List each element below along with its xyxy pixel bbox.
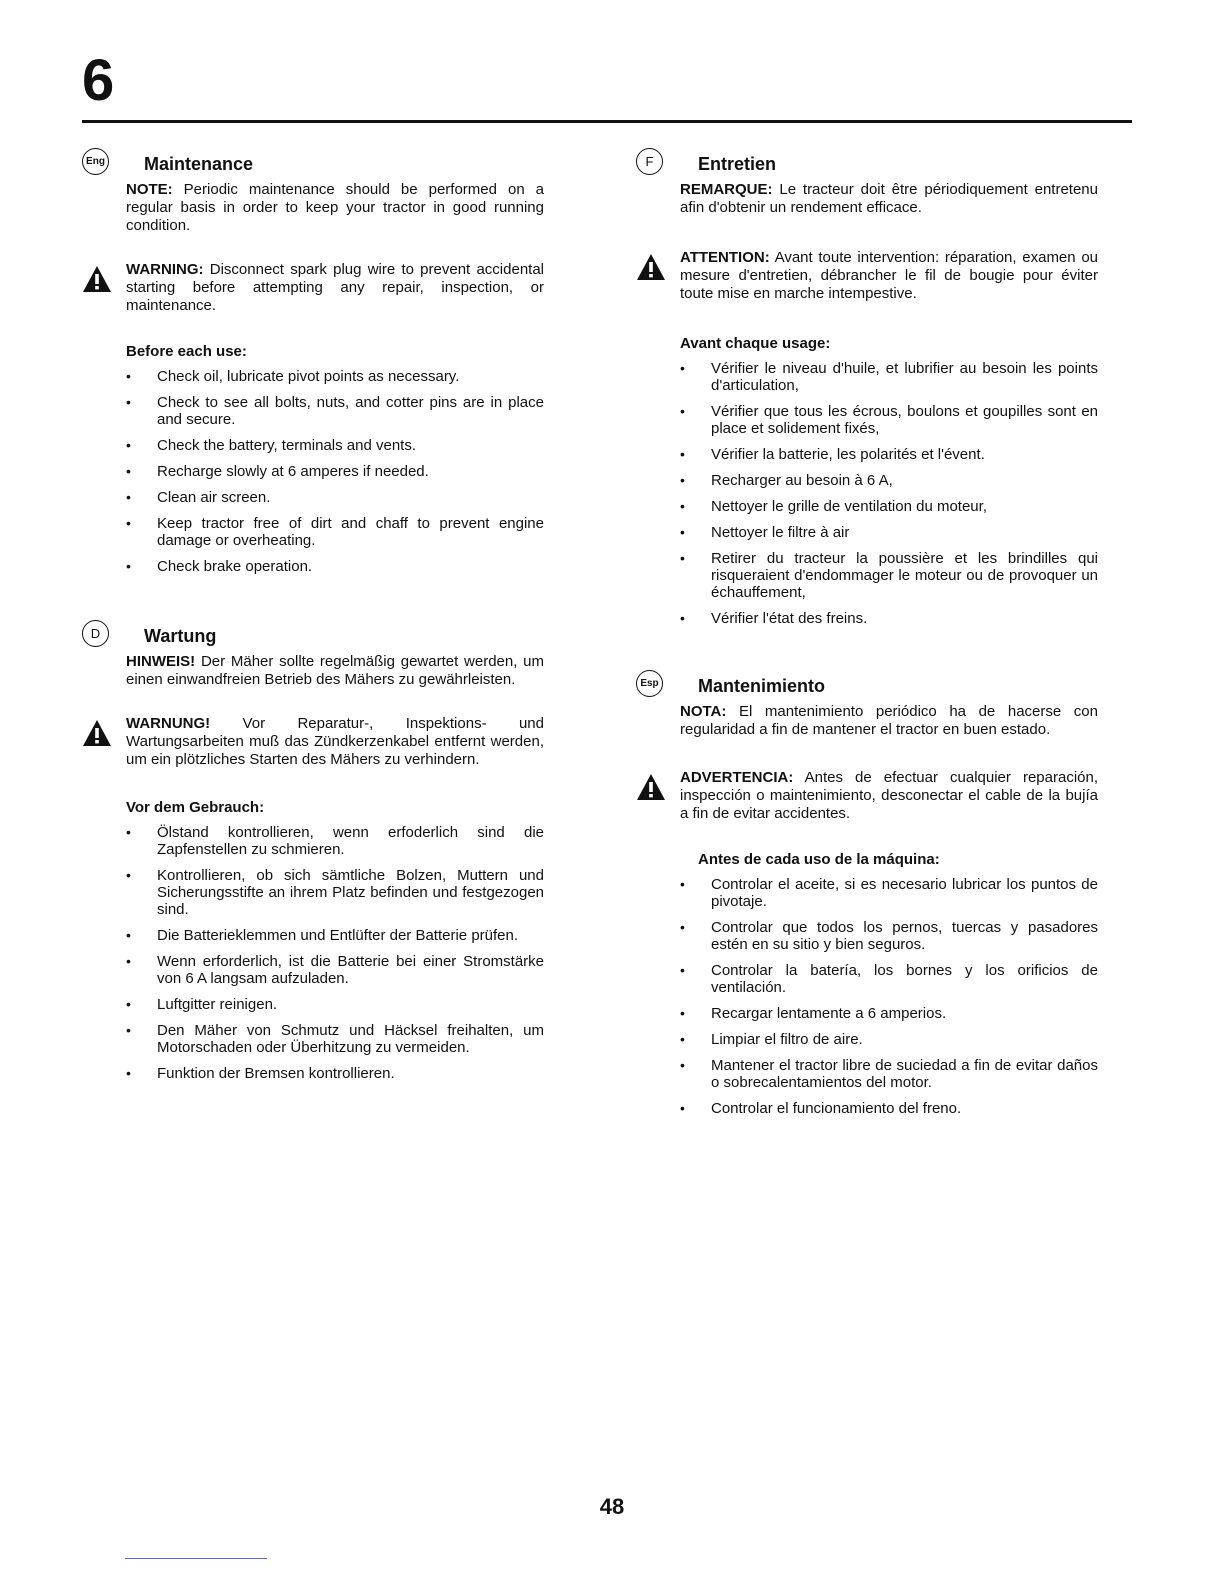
subhead-german: Vor dem Gebrauch: — [126, 799, 265, 816]
warning-icon — [636, 773, 666, 801]
warning-german: WARNUNG! Vor Reparatur-, Inspektions- und Wartungsarbeiten muß das Zündkerzenkabel entfernt werden, um ein plötzliches Starten des Mähers zu verhindern. — [126, 715, 544, 769]
note-french: REMARQUE: Le tracteur doit être périodiquement entretenu afin d'obtenir un rendement efficace. — [680, 181, 1098, 216]
note-spanish: NOTA: El mantenimiento periódico ha de hacerse con regularidad a fin de mantener el tractor en buen estado. — [680, 703, 1098, 738]
warning-icon — [82, 719, 112, 747]
page-number: 48 — [599, 1494, 625, 1519]
warning-spanish: ADVERTENCIA: Antes de efectuar cualquier reparación, inspección o maintenimiento, desconectar el cable de la bujía a fin de evitar accidentes. — [680, 769, 1098, 823]
subhead-spanish: Antes de cada uso de la máquina: — [698, 851, 940, 868]
warning-french: ATTENTION: Avant toute intervention: réparation, examen ou mesure d'entretien, débrancher le fil de bougie pour éviter toute mise en marche intempestive. — [680, 249, 1098, 303]
list-item: • Den Mäher von Schmutz und Häcksel freihalten, um Motorschaden oder Überhitzung zu vermeiden. — [126, 1022, 544, 1056]
section-spanish — [636, 670, 1098, 1117]
footer-line — [125, 1558, 267, 1559]
list-item: • Check the battery, terminals and vents. — [126, 437, 544, 454]
list-item: • Vérifier l'état des freins. — [680, 610, 1098, 627]
warning-icon — [82, 265, 112, 293]
section-title-german: Wartung — [144, 626, 217, 646]
list-item: • Luftgitter reinigen. — [126, 996, 544, 1013]
subhead-english: Before each use: — [126, 343, 247, 360]
list-item: • Vérifier que tous les écrous, boulons et goupilles sont en place et solidement fixés, — [680, 403, 1098, 437]
list-item: • Die Batterieklemmen und Entlüfter der Batterie prüfen. — [126, 927, 544, 944]
list-item: • Limpiar el filtro de aire. — [680, 1031, 1098, 1048]
section-title-french: Entretien — [698, 154, 777, 174]
list-item: • Retirer du tracteur la poussière et les brindilles qui risqueraient d'endommager le moteur ou de provoquer un échauffement, — [680, 550, 1098, 601]
subhead-french: Avant chaque usage: — [680, 335, 831, 352]
list-item: • Funktion der Bremsen kontrollieren. — [126, 1065, 544, 1082]
checklist-english — [126, 368, 544, 575]
list-item: • Wenn erforderlich, ist die Batterie bei einer Stromstärke von 6 A langsam aufzuladen. — [126, 953, 544, 987]
list-item: • Controlar que todos los pernos, tuercas y pasadores estén en su sitio y bien seguros. — [680, 919, 1098, 953]
list-item: • Vérifier la batterie, les polarités et l'évent. — [680, 446, 1098, 463]
list-item: • Keep tractor free of dirt and chaff to prevent engine damage or overheating. — [126, 515, 544, 549]
list-item: • Controlar el funcionamiento del freno. — [680, 1100, 1098, 1117]
list-item: • Kontrollieren, ob sich sämtliche Bolzen, Muttern und Sicherungsstifte an ihrem Platz befinden und festgezogen sind. — [126, 867, 544, 918]
section-german — [82, 620, 544, 1082]
header-rule — [82, 120, 1132, 123]
language-badge-french: F — [636, 148, 663, 175]
language-badge-german: D — [82, 620, 109, 647]
checklist-german — [126, 824, 544, 1082]
list-item: • Mantener el tractor libre de suciedad a fin de evitar daños o sobrecalentamientos del motor. — [680, 1057, 1098, 1091]
note-german: HINWEIS! Der Mäher sollte regelmäßig gewartet werden, um einen einwandfreien Betrieb des Mähers zu gewährleisten. — [126, 653, 544, 688]
warning-english: WARNING: Disconnect spark plug wire to prevent accidental starting before attempting any repair, inspection, or maintenance. — [126, 261, 544, 315]
checklist-french — [680, 360, 1098, 627]
section-french — [636, 148, 1098, 627]
list-item: • Recharger au besoin à 6 A, — [680, 472, 1098, 489]
list-item: • Controlar la batería, los bornes y los orificios de ventilación. — [680, 962, 1098, 996]
list-item: • Controlar el aceite, si es necesario lubricar los puntos de pivotaje. — [680, 876, 1098, 910]
note-english: NOTE: Periodic maintenance should be performed on a regular basis in order to keep your tractor in good running condition. — [126, 181, 544, 234]
list-item: • Vérifier le niveau d'huile, et lubrifier au besoin les points d'articulation, — [680, 360, 1098, 394]
list-item: • Clean air screen. — [126, 489, 544, 506]
right-column — [636, 148, 1098, 1126]
list-item: • Check to see all bolts, nuts, and cotter pins are in place and secure. — [126, 394, 544, 428]
list-item: • Check oil, lubricate pivot points as necessary. — [126, 368, 544, 385]
chapter-number: 6 — [82, 48, 114, 113]
list-item: • Nettoyer le grille de ventilation du moteur, — [680, 498, 1098, 515]
list-item: • Ölstand kontrollieren, wenn erfoderlich sind die Zapfenstellen zu schmieren. — [126, 824, 544, 858]
list-item: • Recargar lentamente a 6 amperios. — [680, 1005, 1098, 1022]
section-title-spanish: Mantenimiento — [698, 676, 826, 696]
list-item: • Nettoyer le filtre à air — [680, 524, 1098, 541]
list-item: • Check brake operation. — [126, 558, 544, 575]
list-item: • Recharge slowly at 6 amperes if needed. — [126, 463, 544, 480]
left-column — [82, 148, 544, 1091]
section-english — [82, 148, 544, 575]
language-badge-spanish: Esp — [636, 670, 663, 697]
language-badge-english: Eng — [82, 148, 109, 175]
warning-icon — [636, 253, 666, 281]
section-title-english: Maintenance — [144, 154, 254, 174]
checklist-spanish — [680, 876, 1098, 1117]
